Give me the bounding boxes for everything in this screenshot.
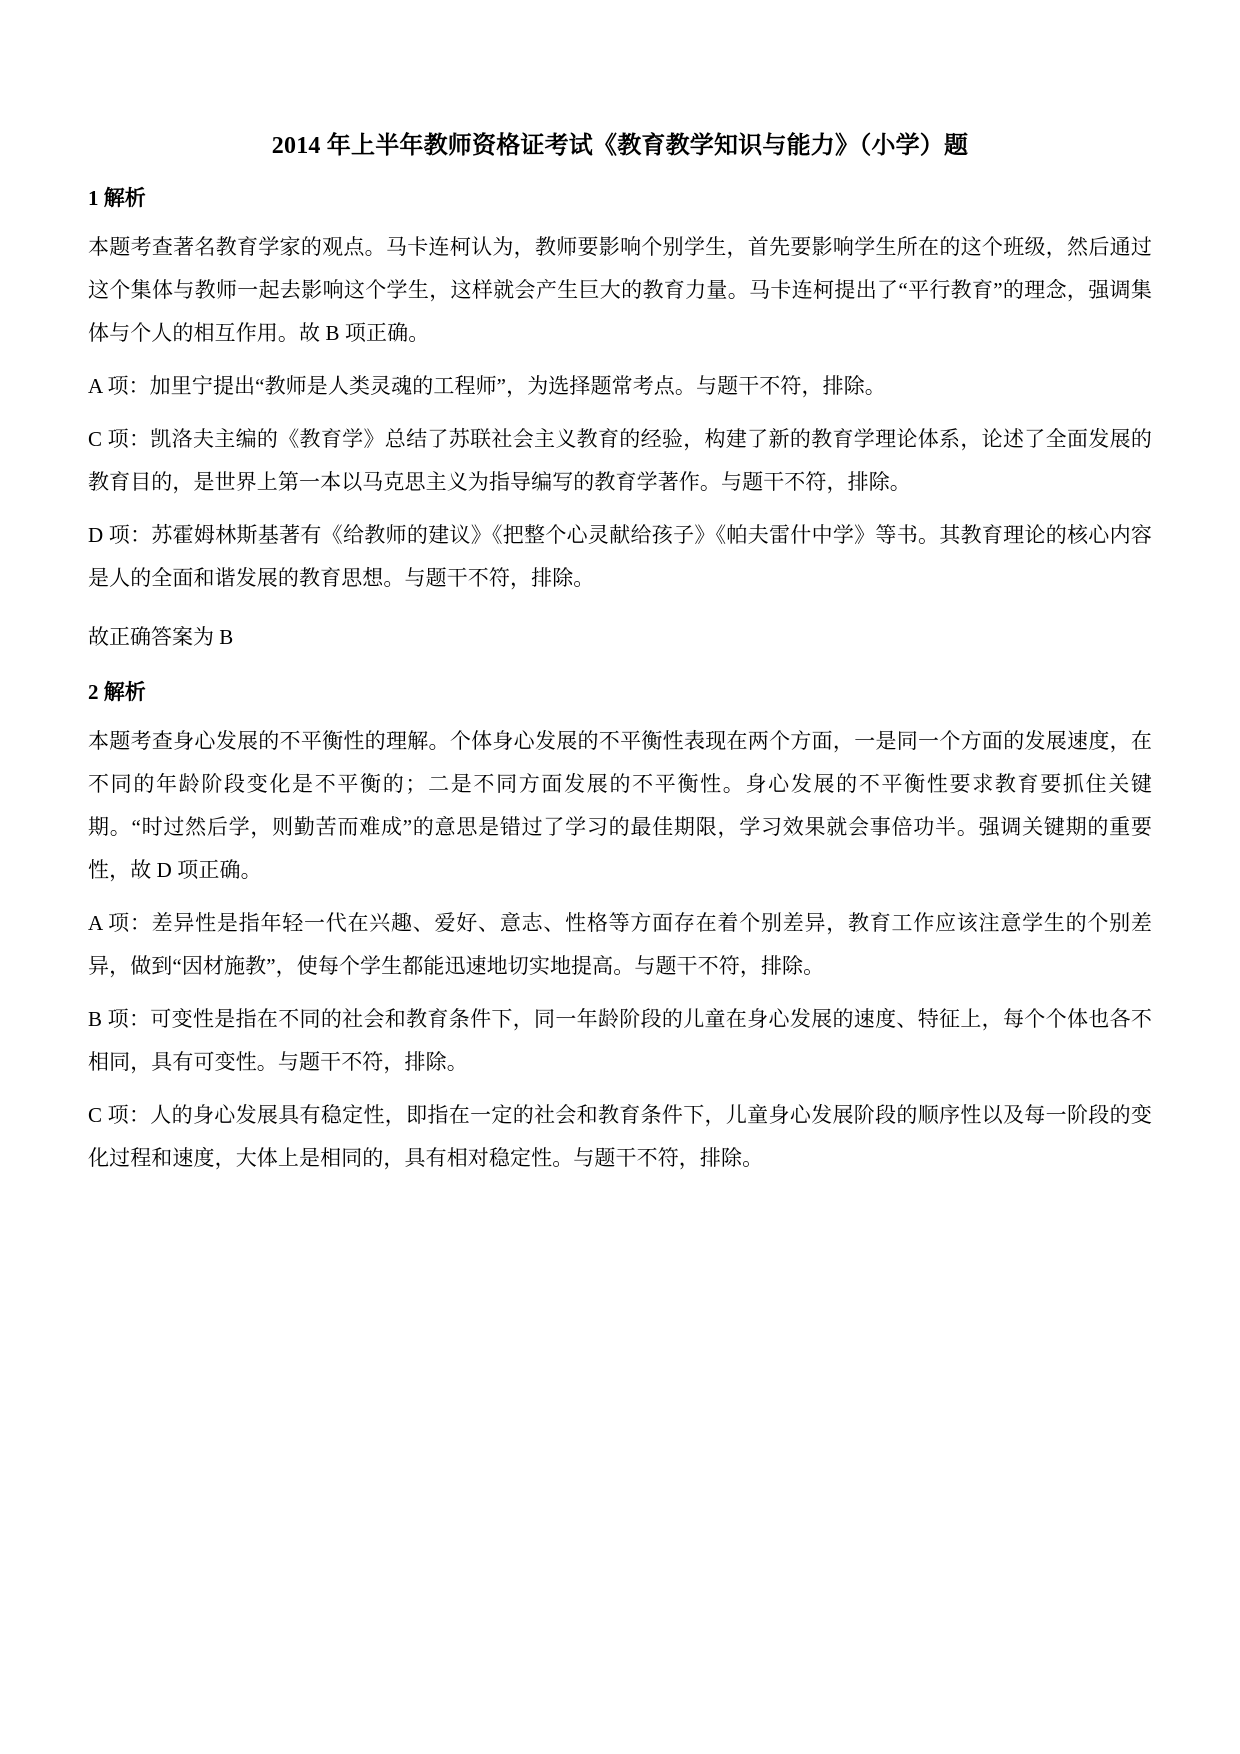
paragraph: C 项：凯洛夫主编的《教育学》总结了苏联社会主义教育的经验，构建了新的教育学理论体系，论述了全面发展的教育目的，是世界上第一本以马克思主义为指导编写的教育学著作。与题干不符，排除。 — [88, 426, 1152, 494]
paragraph: 本题考查著名教育学家的观点。马卡连柯认为，教师要影响个别学生，首先要影响学生所在的这个班级，然后通过这个集体与教师一起去影响这个学生，这样就会产生巨大的教育力量。马卡连柯提出了“平行教育”的理念，强调集体与个人的相互作用。故 B 项正确。 — [88, 234, 1152, 345]
paragraph: C 项：人的身心发展具有稳定性，即指在一定的社会和教育条件下，儿童身心发展阶段的顺序性以及每一阶段的变化过程和速度，大体上是相同的，具有相对稳定性。与题干不符，排除。 — [88, 1102, 1152, 1170]
answer-statement: 故正确答案为 B — [88, 624, 234, 649]
page-title: 2014 年上半年教师资格证考试《教育教学知识与能力》（小学）题 — [271, 133, 969, 159]
paragraph: 本题考查身心发展的不平衡性的理解。个体身心发展的不平衡性表现在两个方面，一是同一个方面的发展速度，在不同的年龄阶段变化是不平衡的；二是不同方面发展的不平衡性。身心发展的不平衡性要求教育要抓住关键期。“时过然后学，则勤苦而难成”的意思是错过了学习的最佳期限，学习效果就会事倍功半。强调关键期的重要性，故 D 项正确。 — [88, 728, 1152, 882]
paragraph: D 项：苏霍姆林斯基著有《给教师的建议》《把整个心灵献给孩子》《帕夫雷什中学》等书。其教育理论的核心内容是人的全面和谐发展的教育思想。与题干不符，排除。 — [88, 522, 1152, 590]
paragraph: A 项：加里宁提出“教师是人类灵魂的工程师”，为选择题常考点。与题干不符，排除。 — [88, 373, 886, 398]
paragraph: B 项：可变性是指在不同的社会和教育条件下，同一年龄阶段的儿童在身心发展的速度、特征上，每个个体也各不相同，具有可变性。与题干不符，排除。 — [88, 1006, 1152, 1074]
section-heading-1: 1 解析 — [88, 186, 146, 210]
section-heading-2: 2 解析 — [88, 679, 146, 704]
paragraph: A 项：差异性是指年轻一代在兴趣、爱好、意志、性格等方面存在着个别差异，教育工作应该注意学生的个别差异，做到“因材施教”，使每个学生都能迅速地切实地提高。与题干不符，排除。 — [88, 910, 1152, 978]
